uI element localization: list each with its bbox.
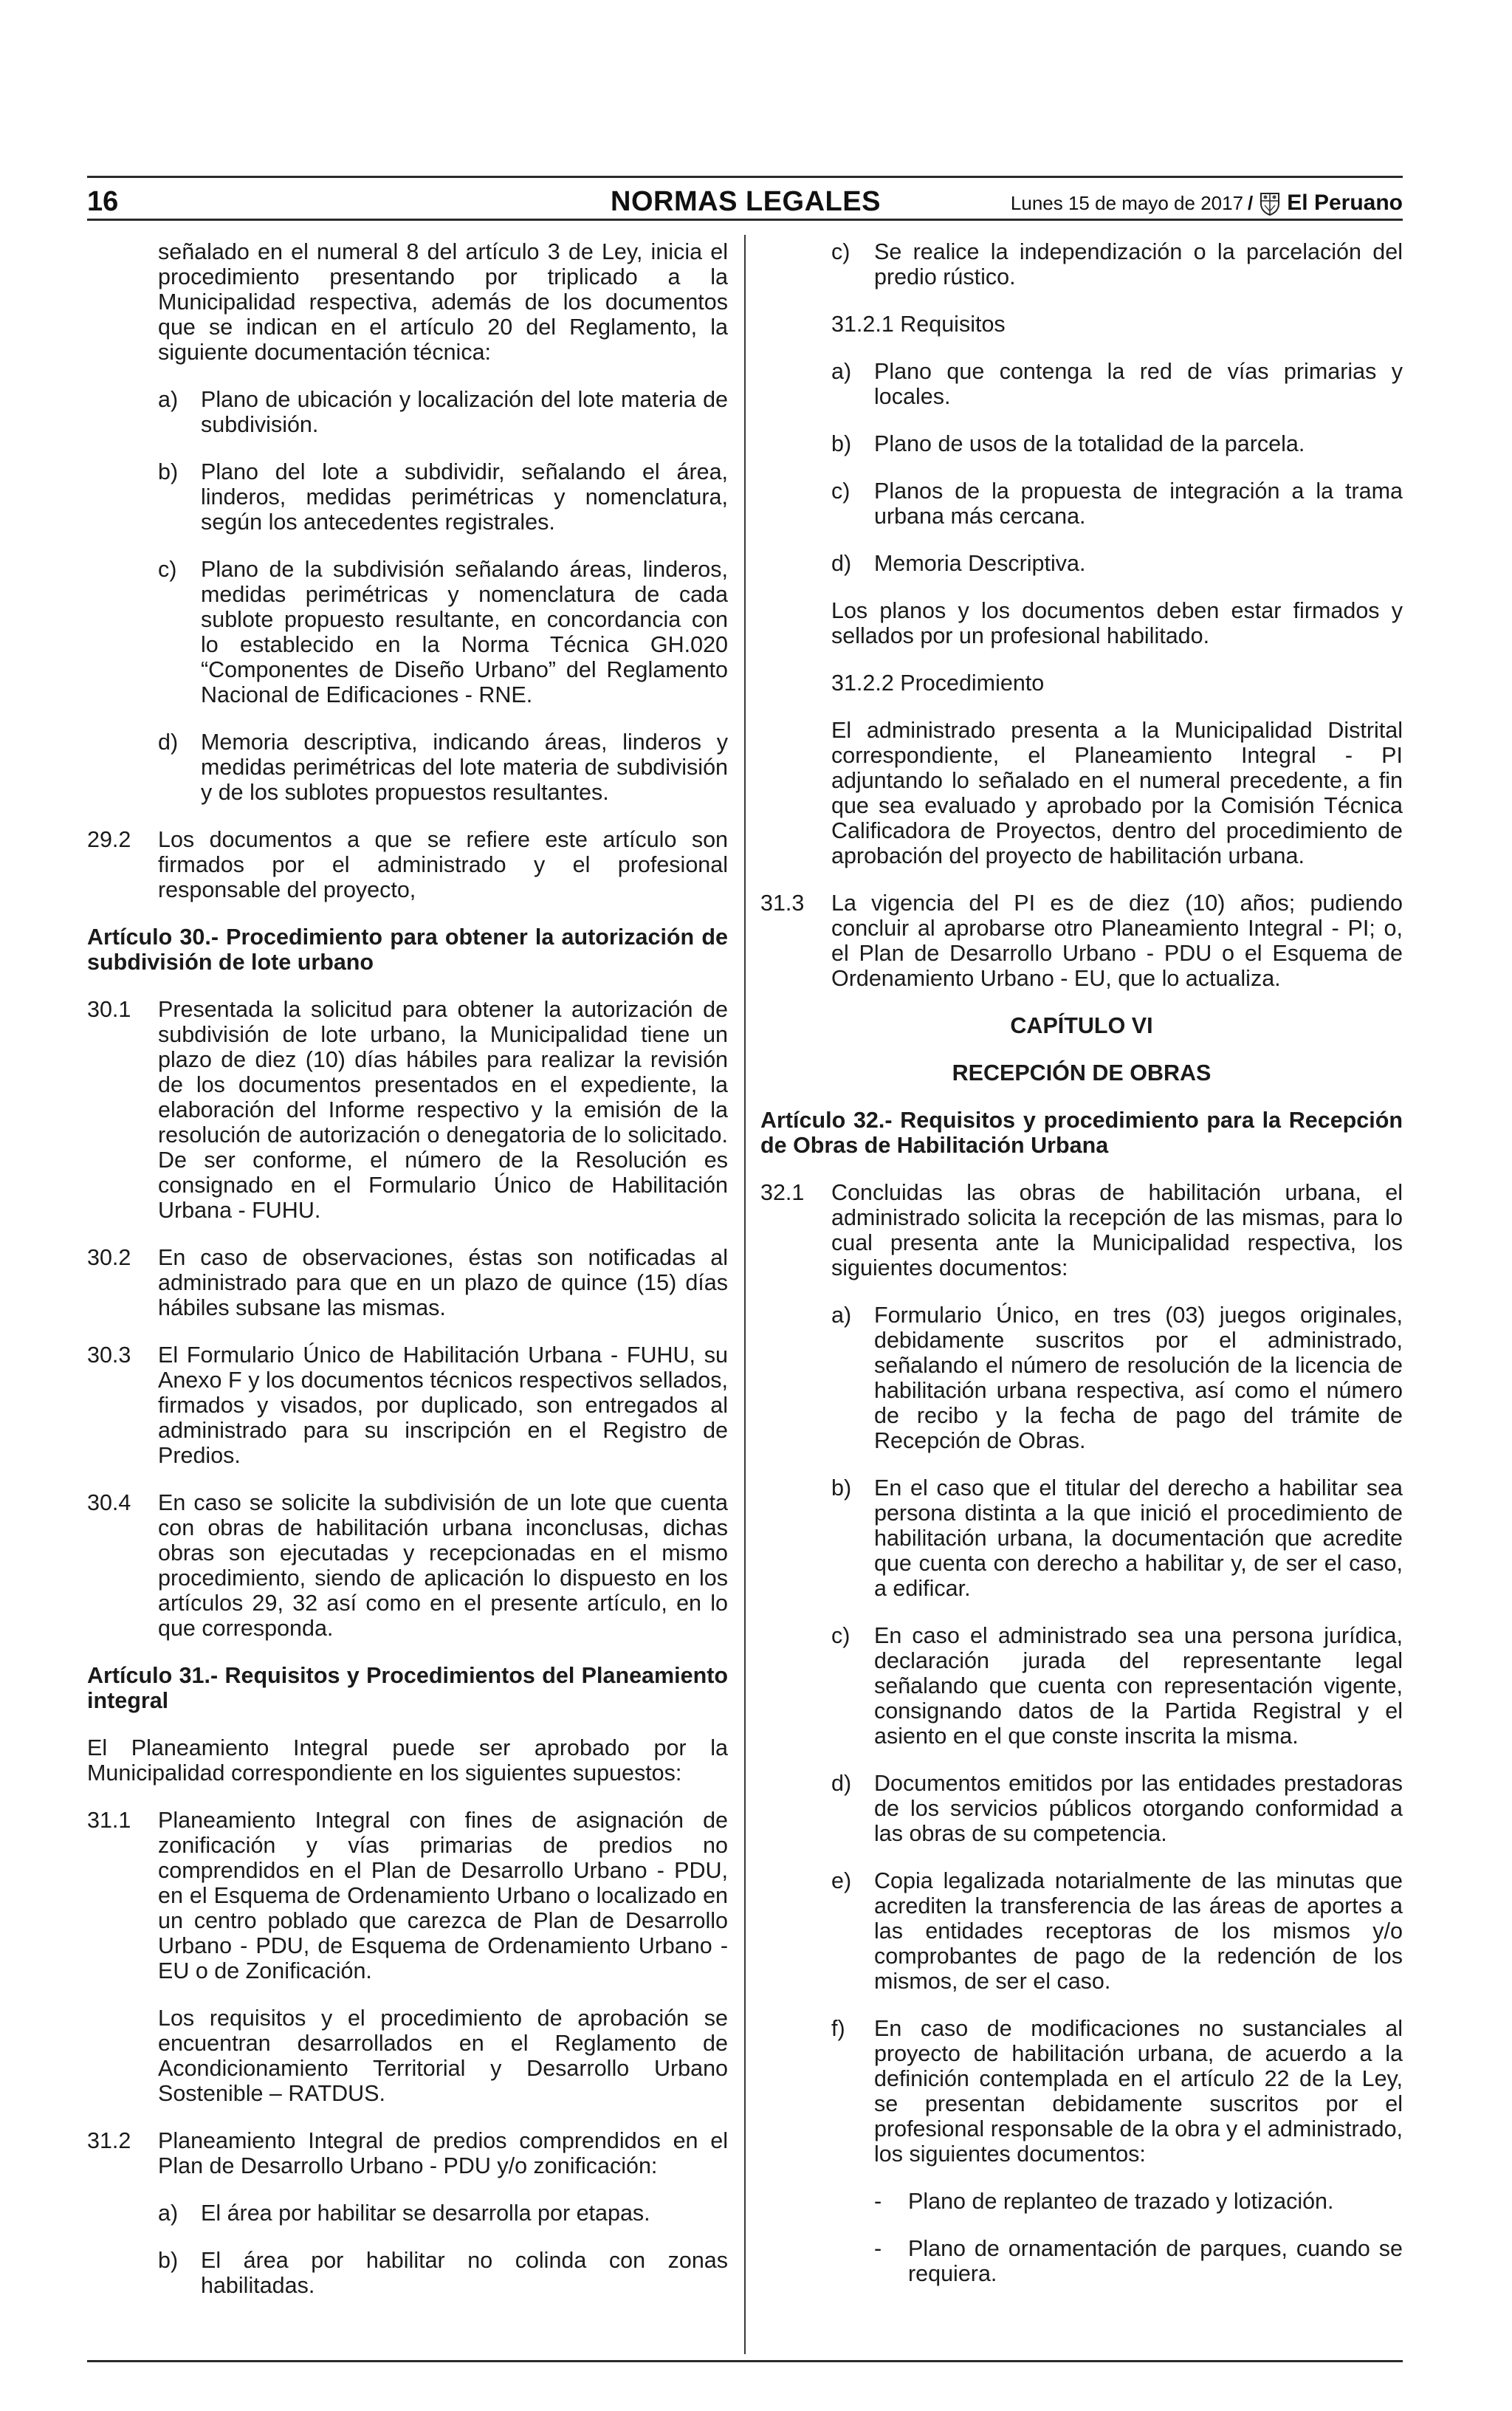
requirements-note: Los planos y los documentos deben estar firmados y sellados por un profesional habilitado.: [831, 598, 1403, 648]
numbered-clause: 32.1 Concluidas las obras de habilitación urbana, el administrado solicita la recepción de las mismas, para lo cual presenta ante la Municipalidad respectiva, los siguientes documentos:: [760, 1180, 1403, 1280]
chapter-number: CAPÍTULO VI: [1010, 1013, 1153, 1038]
footer-rule: [87, 2360, 1403, 2362]
list-item: a) El área por habilitar se desarrolla por etapas.: [158, 2201, 650, 2226]
requirements-subheading: 31.2.1 Requisitos: [831, 312, 1006, 337]
coat-of-arms-icon: [1259, 191, 1281, 216]
numbered-clause: 30.4 En caso se solicite la subdivisión de un lote que cuenta con obras de habilitación urbana inconclusas, dichas obras son ejecutadas y recepcionadas en el mismo procedimiento, siendo de aplicación lo dispuesto en los artículos 29, 32 así como en el presente artículo, en lo que corresponda.: [87, 1490, 728, 1641]
clause-31-1-note: Los requisitos y el procedimiento de aprobación se encuentran desarrollados en el Reglamento de Acondicionamiento Territorial y Desarrollo Urbano Sostenible – RATDUS.: [158, 2006, 728, 2106]
numbered-clause: 31.2 Planeamiento Integral de predios comprendidos en el Plan de Desarrollo Urbano - PDU y/o zonificación:: [87, 2128, 728, 2178]
list-item: c) Plano de la subdivisión señalando áreas, linderos, medidas perimétricas y nomenclatura de cada sublote propuesto resultante, en concordancia con lo establecido en la Norma Técnica GH.020 “Componentes de Diseño Urbano” del Reglamento Nacional de Edificaciones - RNE.: [158, 557, 728, 707]
procedure-subheading: 31.2.2 Procedimiento: [831, 671, 1045, 696]
article-31-heading: Artículo 31.- Requisitos y Procedimientos del Planeamiento integral: [87, 1663, 728, 1713]
list-item: b) El área por habilitar no colinda con zonas habilitadas.: [158, 2248, 728, 2298]
numbered-clause: 31.3 La vigencia del PI es de diez (10) años; pudiendo concluir al aprobarse otro Planeamiento Integral - PI; o, el Plan de Desarrollo Urbano - PDU o el Esquema de Ordenamiento Urbano - EU, que lo actualiza.: [760, 891, 1403, 991]
list-item: a) Formulario Único, en tres (03) juegos originales, debidamente suscritos por el administrado, señalando el número de resolución de la licencia de habilitación urbana respectiva, así como el número de recibo y la fecha de pago del trámite de Recepción de Obras.: [831, 1303, 1403, 1453]
page-number: 16: [87, 186, 119, 217]
issue-date: Lunes 15 de mayo de 2017: [1010, 191, 1244, 214]
list-item: a) Plano que contenga la red de vías primarias y locales.: [831, 359, 1403, 409]
list-item: b) Plano del lote a subdividir, señalando el área, linderos, medidas perimétricas y nomenclatura, según los antecedentes registrales.: [158, 459, 728, 535]
list-item: d) Memoria descriptiva, indicando áreas, linderos y medidas perimétricas del lote materia de subdivisión y de los sublotes propuestos resultantes.: [158, 730, 728, 805]
list-item: - Plano de replanteo de trazado y lotización.: [874, 2189, 1334, 2214]
column-divider: [744, 235, 746, 2354]
article-31-intro: El Planeamiento Integral puede ser aprobado por la Municipalidad correspondiente en los siguientes supuestos:: [87, 1735, 728, 1786]
header-dateline: [1011, 191, 1403, 216]
list-item: c) Planos de la propuesta de integración a la trama urbana más cercana.: [831, 479, 1403, 529]
chapter-title: RECEPCIÓN DE OBRAS: [952, 1060, 1212, 1086]
article-30-heading: Artículo 30.- Procedimiento para obtener la autorización de subdivisión de lote urbano: [87, 925, 728, 975]
list-item: b) Plano de usos de la totalidad de la parcela.: [831, 431, 1305, 456]
list-item: f) En caso de modificaciones no sustanciales al proyecto de habilitación urbana, de acuerdo a la definición contemplada en el artículo 22 de la Ley, se presentan debidamente suscritos por el profesional responsable de la obra y el administrado, los siguientes documentos:: [831, 2016, 1403, 2167]
list-item: c) Se realice la independización o la parcelación del predio rústico.: [831, 239, 1403, 289]
article-32-heading: Artículo 32.- Requisitos y procedimiento para la Recepción de Obras de Habilitación Urbana: [760, 1108, 1403, 1158]
list-item: e) Copia legalizada notarialmente de las minutas que acrediten la transferencia de las áreas de aportes a las entidades receptoras de los mismos y/o comprobantes de pago de la redención de los mismos, de ser el caso.: [831, 1868, 1403, 1994]
list-item: c) En caso el administrado sea una persona jurídica, declaración jurada del representante legal señalando que cuenta con representación vigente, consignando datos de la Partida Registral y el asiento en el que conste inscrita la misma.: [831, 1623, 1403, 1749]
list-item: d) Memoria Descriptiva.: [831, 551, 1086, 576]
right-column: [760, 239, 1403, 2308]
left-column: [87, 239, 728, 2320]
list-item: b) En el caso que el titular del derecho a habilitar sea persona distinta a la que inició el procedimiento de habilitación urbana, la documentación que acredite que cuenta con derecho a habilitar y, de ser el caso, a edificar.: [831, 1475, 1403, 1601]
numbered-clause: 30.1 Presentada la solicitud para obtener la autorización de subdivisión de lote urbano, la Municipalidad tiene un plazo de diez (10) días hábiles para realizar la revisión de los documentos presentados en el expediente, la elaboración del Informe respectivo y la emisión de la resolución de autorización o denegatoria de lo solicitado. De ser conforme, el número de la Resolución es consignado en el Formulario Único de Habilitación Urbana - FUHU.: [87, 997, 728, 1223]
list-item: a) Plano de ubicación y localización del lote materia de subdivisión.: [158, 387, 728, 437]
numbered-clause: 31.1 Planeamiento Integral con fines de asignación de zonificación y vías primarias de predios no comprendidos en el Plan de Desarrollo Urbano - PDU, en el Esquema de Ordenamiento Urbano o localizado en un centro poblado que carezca de Plan de Desarrollo Urbano - PDU, de Esquema de Ordenamiento Urbano - EU o de Zonificación.: [87, 1808, 728, 1983]
list-item: d) Documentos emitidos por las entidades prestadoras de los servicios públicos otorgando conformidad a las obras de su competencia.: [831, 1771, 1403, 1846]
list-item: - Plano de ornamentación de parques, cuando se requiera.: [874, 2236, 1403, 2286]
numbered-clause: 29.2 Los documentos a que se refiere este artículo son firmados por el administrado y el profesional responsable del proyecto,: [87, 827, 728, 902]
numbered-clause: 30.3 El Formulario Único de Habilitación Urbana - FUHU, su Anexo F y los documentos técnicos respectivos sellados, firmados y visados, por duplicado, son entregados al administrado para su inscripción en el Registro de Predios.: [87, 1342, 728, 1468]
header-separator: /: [1248, 191, 1254, 214]
numbered-clause: 30.2 En caso de observaciones, éstas son notificadas al administrado para que en un plazo de quince (15) días hábiles subsane las mismas.: [87, 1245, 728, 1320]
intro-paragraph: señalado en el numeral 8 del artículo 3 de Ley, inicia el procedimiento presentando por triplicado a la Municipalidad respectiva, además de los documentos que se indican en el artículo 20 del Reglamento, la siguiente documentación técnica:: [158, 239, 728, 365]
procedure-text: El administrado presenta a la Municipalidad Distrital correspondiente, el Planeamiento Integral - PI adjuntando lo señalado en el numeral precedente, a fin que sea evaluado y aprobado por la Comisión Técnica Calificadora de Proyectos, dentro del procedimiento de aprobación del proyecto de habilitación urbana.: [831, 718, 1403, 868]
section-title: NORMAS LEGALES: [611, 186, 881, 217]
header-bottom-rule: [87, 219, 1403, 221]
newspaper-name: El Peruano: [1287, 191, 1403, 215]
header-top-rule: [87, 176, 1403, 178]
